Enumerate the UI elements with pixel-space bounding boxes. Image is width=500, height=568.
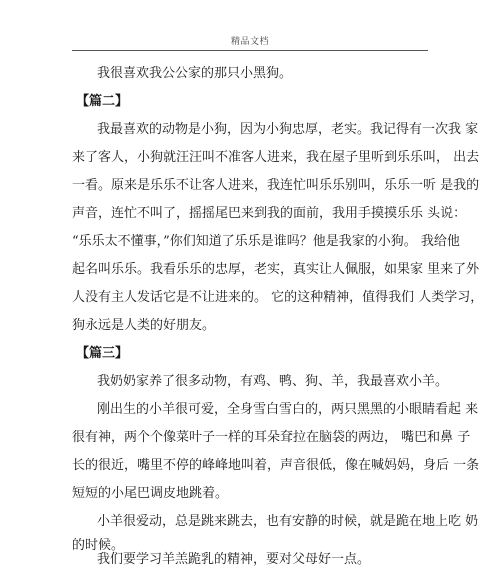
paragraph-line: 起名叫乐乐。我看乐乐的忠厚，老实，真实让人佩服，如果家 里来了外	[72, 262, 480, 277]
page-header: 精品文档	[230, 37, 269, 47]
paragraph-line: 一看。原来是乐乐不让客人进来，我连忙叫乐乐别叫，乐乐一听 是我的	[72, 178, 480, 193]
paragraph-line: 来了客人，小狗就汪汪叫不准客人进来，我在屋子里听到乐乐叫， 出去	[72, 150, 480, 165]
paragraph-line: 刚出生的小羊很可爱，全身雪白雪白的，两只黑黑的小眼睛看起 来	[97, 402, 479, 417]
paragraph-line: 长的很近，嘴里不停的峰峰地叫着，声音很低，像在喊妈妈，身后 一条	[72, 458, 480, 473]
paragraph-line: 短短的小尾巴调皮地跳着。	[72, 486, 229, 501]
section-title-3: 【篇三】	[76, 346, 129, 361]
paragraph-line: 狗永远是人类的好朋友。	[72, 318, 216, 333]
paragraph-line: 声音，连忙不叫了，摇摇尾巴来到我的面前，我用手摸摸乐乐 头说：	[72, 206, 467, 221]
header-divider	[72, 50, 428, 51]
paragraph-line: 人没有主人发话它是不让进来的。 它的这种精神，值得我们 人类学习，	[72, 290, 484, 305]
paragraph-line: 我最喜欢的动物是小狗，因为小狗忠厚，老实。我记得有一次我 家	[97, 122, 479, 137]
intro-line: 我很喜欢我公公家的那只小黑狗。	[97, 66, 293, 81]
paragraph-line: “乐乐太不懂事，”你们知道了乐乐是谁吗？他是我家的小狗。 我给他	[72, 234, 460, 249]
paragraph-line: 很有神，两个个像菜叶子一样的耳朵耷拉在脑袋的两边， 嘴巴和鼻 子	[72, 430, 471, 445]
paragraph-line: 我们要学习羊羔跪乳的精神，要对父母好一点。	[97, 552, 371, 567]
paragraph-line: 的时候。	[72, 538, 125, 553]
paragraph-line: 我奶奶家养了很多动物，有鸡、鸭、狗、羊，我最喜欢小羊。	[97, 374, 449, 389]
section-title-2: 【篇二】	[76, 94, 129, 109]
paragraph-line: 小羊很爱动，总是跳来跳去，也有安静的时候，就是跪在地上吃 奶	[97, 514, 479, 529]
